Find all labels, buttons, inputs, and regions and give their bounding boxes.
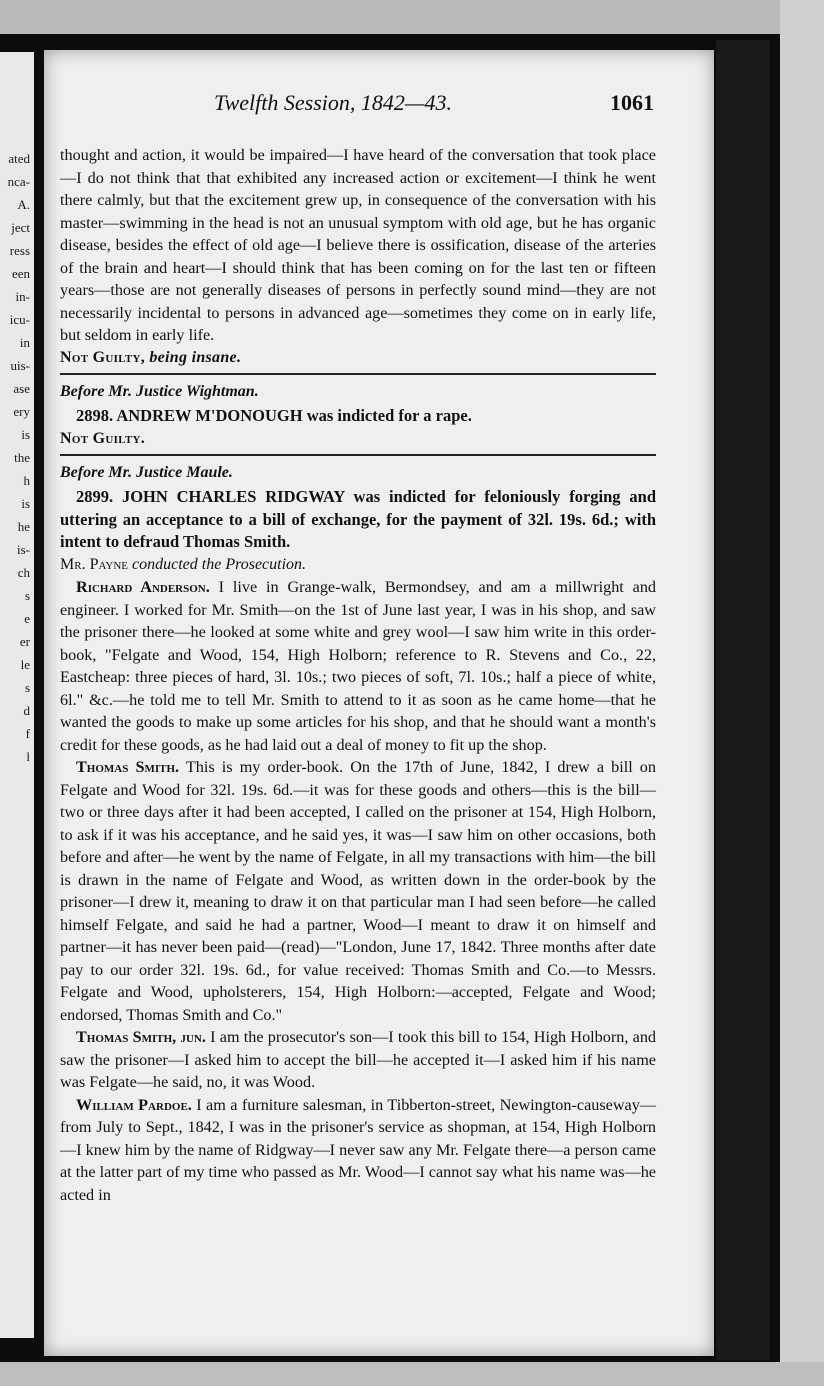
witness-name: Thomas Smith.	[76, 758, 180, 776]
left-page-fragment: ch	[17, 565, 30, 580]
witness-paragraph	[60, 756, 656, 1026]
left-page-fragment: ery	[13, 404, 30, 419]
witness-testimony: This is my order-book. On the 17th of June, 1842, I drew a bill on Felgate and Wood for 32l. 19s. 6d.—it was for these goods and others—this is the bill—two or three days after it had been accepted, I called on the prisoner at 154, High Holborn, to ask if it was his acceptance, and he said yes, it was—I saw him on other occasions, both before and after—he went by the name of Felgate, in all my transactions with him—the bill is drawn in the name of Felgate and Wood, as written down in the order-book by the prisoner—I drew it, meaning to draw it on that particular man I had seen before—he called himself Felgate, and said he had a partner, Wood—I meant to draw it on himself and partner—it has never been paid—(read)—"London, June 17, 1842. Three months after date pay to our order 32l. 19s. 6d., for value received: Thomas Smith and Co.—to Messrs. Felgate and Wood, upholsterers, 154, High Holborn:—accepted, Felgate and Wood; endorsed, Thomas Smith and Co."	[60, 758, 656, 1024]
left-page-fragment: he	[17, 519, 30, 534]
left-page-fragment: icu-	[9, 312, 30, 327]
witness-testimony: I live in Grange-walk, Bermondsey, and am a millwright and engineer. I worked for Mr. Smith—on the 1st of June last year, I was in his shop, and saw the prisoner there—he looked at some white and grey wool—I saw him write in this order-book, "Felgate and Wood, 154, High Holborn; reference to R. Stevens and Co., 22, Eastcheap: three pieces of hard, 3l. 10s.; two pieces of soft, 7l. 10s.; half a piece of white, 6l." &c.—he told me to tell Mr. Smith to attend to it as soon as he came home—that he wanted the goods to make up some articles for his shop, and that he should want a month's credit for these goods, as he had laid out a deal of money to fit up the shop.	[60, 578, 657, 754]
left-page-fragment: in-	[15, 289, 30, 304]
left-page-fragment: ated	[8, 151, 30, 166]
running-header	[214, 90, 654, 120]
scan-background-right	[780, 0, 824, 1386]
left-page-fragment: er	[19, 634, 30, 649]
left-page-fragment: een	[11, 266, 30, 281]
left-page-fragment: ject	[11, 220, 30, 235]
case2-verdict: Not Guilty.	[60, 429, 146, 447]
left-page-fragment: is	[21, 427, 30, 442]
section-rule	[60, 373, 656, 375]
witness-name: Thomas Smith, jun.	[76, 1028, 206, 1046]
verdict-note: being insane.	[149, 348, 242, 366]
left-page-fragment: s	[24, 680, 30, 695]
page-number: 1061	[610, 90, 654, 115]
case1-verdict	[60, 347, 656, 370]
verdict-label: Not Guilty,	[60, 348, 146, 366]
left-page-fragment: ase	[13, 381, 30, 396]
left-page-fragment: h	[23, 473, 30, 488]
left-page-fragment: d	[23, 703, 30, 718]
left-page-fragment: uis-	[10, 358, 30, 373]
case3-prosecution-note	[60, 554, 656, 577]
left-page-fragment: f	[25, 726, 30, 741]
case2-heading: Before Mr. Justice Wightman.	[60, 383, 259, 400]
left-page-fragment: the	[14, 450, 30, 465]
case3-indictment: 2899. JOHN CHARLES RIDGWAY was indicted for feloniously forging and uttering an acceptance to a bill of exchange, for the payment of 32l. 19s. 6d.; with intent to defraud Thomas Smith.	[60, 487, 656, 551]
left-page-fragment: in	[19, 335, 30, 350]
left-page-fragment: nca-	[7, 174, 30, 189]
prosecutor-name: Mr. Payne	[60, 555, 129, 573]
witness-paragraph	[60, 1026, 656, 1094]
witness-paragraph	[60, 576, 656, 756]
header-title: Twelfth Session, 1842—43.	[214, 90, 452, 115]
left-page-fragment: is	[21, 496, 30, 511]
witness-testimony: I am a furniture salesman, in Tibberton-street, Newington-causeway—from July to Sept., 1842, I was in the prisoner's service as shopman, at 154, High Holborn—I knew him by the name of Ridgway—I never saw any Mr. Felgate there—a person came at the latter part of my time who passed as Mr. Wood—I cannot say what his name was—he acted in	[60, 1095, 656, 1204]
left-page-fragment: le	[20, 657, 30, 672]
left-page-fragment: A.	[17, 197, 30, 212]
witness-name: Richard Anderson.	[76, 578, 210, 596]
scan-background-bottom	[0, 1362, 824, 1386]
left-page-fragment: is-	[17, 542, 30, 557]
left-page-fragment: l	[26, 749, 30, 764]
witness-testimony: I am the prosecutor's son—I took this bill to 154, High Holborn, and saw the prisoner—I asked him to accept the bill—he accepted it—I asked him if his name was Felgate—he said, no, it was Wood.	[60, 1028, 657, 1091]
case2-indictment: 2898. ANDREW M'DONOUGH was indicted for a rape.	[76, 406, 472, 425]
witness-name: William Pardoe.	[76, 1095, 192, 1114]
section-rule	[60, 454, 656, 456]
case3-heading: Before Mr. Justice Maule.	[60, 464, 233, 481]
page-body	[60, 144, 656, 1206]
left-page-fragment: s	[24, 588, 30, 603]
witness-paragraph	[60, 1094, 656, 1207]
book-page	[44, 50, 714, 1356]
left-page-edge	[0, 52, 34, 1338]
left-page-fragment: ress	[9, 243, 30, 258]
scan-background-top	[0, 0, 824, 34]
book-spine	[716, 40, 770, 1360]
left-page-fragment: e	[24, 611, 30, 626]
prosecution-text: conducted the Prosecution.	[132, 555, 307, 573]
case1-testimony: thought and action, it would be impaired—I have heard of the conversation that took place—I do not think that that exhibited any increased action or excitement—I think he went there calmly, but that the excitement grew up, in consequence of the conversation with his master—swimming in the head is not an unusual symptom with old age, but he has organic disease, besides the effect of old age—I believe there is ossification, disease of the arteries of the brain and heart—I should think that has been coming on for the last ten or fifteen years—those are not generally diseases of persons in perfectly sound mind—they are not necessarily incidental to persons in advanced age—sometimes they come on in early life, but seldom in early life.	[60, 146, 656, 344]
